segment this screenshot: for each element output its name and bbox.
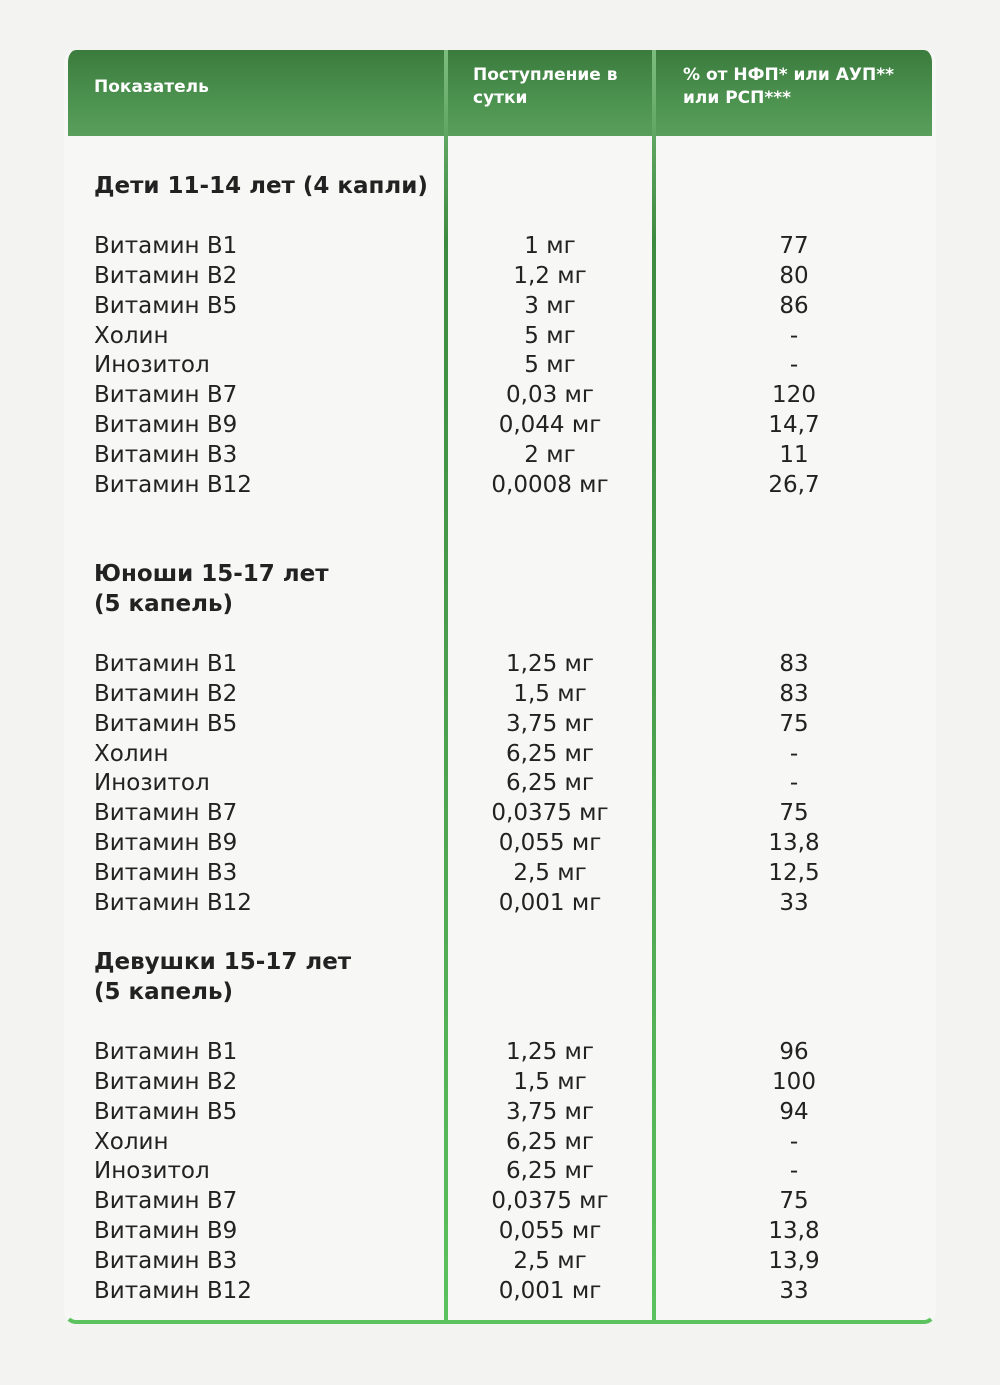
- daily-amount: 1,2 мг: [513, 262, 587, 289]
- norm-percent: 86: [779, 292, 809, 319]
- daily-amount: 3 мг: [524, 292, 576, 319]
- norm-percent: 75: [779, 800, 809, 827]
- nutrient-name: Витамин B12: [94, 471, 252, 498]
- table-row: [68, 350, 932, 380]
- norm-percent: 13,9: [768, 1247, 820, 1274]
- nutrient-name: Холин: [94, 740, 169, 767]
- norm-percent: 94: [779, 1098, 809, 1125]
- nutrition-table: [64, 50, 936, 1324]
- nutrient-name: Витамин B5: [94, 1098, 238, 1125]
- daily-amount: 1,25 мг: [506, 651, 594, 677]
- daily-amount: 2 мг: [524, 441, 576, 468]
- norm-percent: -: [789, 322, 799, 349]
- table-row: [68, 410, 932, 440]
- nutrient-name: Витамин B1: [94, 651, 238, 677]
- table-row: [68, 1216, 932, 1246]
- table-row: [68, 1037, 932, 1067]
- nutrient-name: Витамин B7: [94, 382, 238, 409]
- header-percent-norm-text: % от НФП* или АУП** или РСП***: [683, 65, 894, 108]
- norm-percent: 120: [772, 382, 816, 409]
- norm-percent: 33: [779, 889, 809, 916]
- nutrient-name: Витамин B12: [94, 889, 252, 916]
- norm-percent: 75: [779, 710, 809, 737]
- daily-amount: 0,0008 мг: [491, 471, 609, 498]
- table-row: [68, 261, 932, 291]
- table-row: [68, 798, 932, 828]
- norm-percent: -: [789, 1128, 799, 1155]
- nutrient-name: Инозитол: [94, 770, 210, 797]
- nutrient-name: Витамин B9: [94, 412, 238, 439]
- header-percent-norm: [683, 64, 913, 110]
- nutrient-name: Витамин B3: [94, 1247, 238, 1274]
- daily-amount: 6,25 мг: [506, 740, 594, 767]
- norm-percent: 12,5: [768, 859, 820, 886]
- norm-percent: 13,8: [768, 1218, 820, 1245]
- daily-amount: 0,0375 мг: [491, 1188, 609, 1215]
- table-row: [68, 321, 932, 351]
- nutrient-name: Инозитол: [94, 1158, 210, 1185]
- table-row: [68, 1127, 932, 1157]
- table-header: [64, 50, 936, 136]
- table-row: [68, 1246, 932, 1276]
- nutrient-name: Витамин B5: [94, 710, 238, 737]
- table-row: [68, 709, 932, 739]
- nutrient-name: Витамин B7: [94, 800, 238, 827]
- table-row: [68, 649, 932, 679]
- table-row: [68, 1276, 932, 1306]
- daily-amount: 0,0375 мг: [491, 800, 609, 827]
- daily-amount: 2,5 мг: [513, 1247, 587, 1274]
- nutrient-name: Витамин B7: [94, 1188, 238, 1215]
- section-title: Дети 11-14 лет (4 капли): [94, 173, 428, 199]
- daily-amount: 3,75 мг: [506, 1098, 594, 1125]
- table-row: [68, 828, 932, 858]
- norm-percent: -: [789, 770, 799, 797]
- daily-amount: 5 мг: [524, 352, 576, 379]
- daily-amount: 1,25 мг: [506, 1039, 594, 1065]
- table-row: [68, 1156, 932, 1186]
- daily-amount: 1 мг: [524, 233, 576, 259]
- table-row: [68, 1186, 932, 1216]
- daily-amount: 1,5 мг: [513, 1068, 587, 1095]
- header-daily-intake-text: Поступление в сутки: [473, 65, 618, 108]
- nutrient-name: Витамин B2: [94, 1068, 238, 1095]
- norm-percent: 33: [779, 1277, 809, 1304]
- norm-percent: 80: [779, 262, 809, 289]
- nutrient-name: Витамин B9: [94, 830, 238, 857]
- norm-percent: 83: [779, 680, 809, 707]
- norm-percent: 77: [779, 233, 809, 259]
- norm-percent: 83: [779, 651, 809, 677]
- norm-percent: 11: [779, 441, 809, 468]
- daily-amount: 0,055 мг: [498, 1218, 602, 1245]
- nutrient-name: Витамин B9: [94, 1218, 238, 1245]
- nutrient-name: Витамин B3: [94, 859, 238, 886]
- table-row: [68, 380, 932, 410]
- table-row: [68, 440, 932, 470]
- daily-amount: 0,044 мг: [498, 412, 602, 439]
- nutrient-name: Витамин B1: [94, 233, 238, 259]
- daily-amount: 0,055 мг: [498, 830, 602, 857]
- table-row: [68, 858, 932, 888]
- daily-amount: 0,001 мг: [498, 1277, 602, 1304]
- table-row: [68, 1067, 932, 1097]
- norm-percent: 96: [779, 1039, 809, 1065]
- daily-amount: 6,25 мг: [506, 770, 594, 797]
- table-row: [68, 231, 932, 261]
- header-daily-intake: [473, 64, 663, 110]
- nutrient-name: Витамин B2: [94, 680, 238, 707]
- nutrient-name: Витамин B2: [94, 262, 238, 289]
- norm-percent: 14,7: [768, 412, 820, 439]
- table-row: [68, 768, 932, 798]
- table-right-border: [932, 50, 936, 1320]
- norm-percent: 13,8: [768, 830, 820, 857]
- nutrient-name: Инозитол: [94, 352, 210, 379]
- table-row: [68, 888, 932, 918]
- daily-amount: 0,001 мг: [498, 889, 602, 916]
- norm-percent: -: [789, 352, 799, 379]
- nutrient-name: Витамин B12: [94, 1277, 252, 1304]
- norm-percent: -: [789, 1158, 799, 1185]
- table-row: [68, 739, 932, 769]
- daily-amount: 3,75 мг: [506, 710, 594, 737]
- table-row: [68, 291, 932, 321]
- daily-amount: 1,5 мг: [513, 680, 587, 707]
- norm-percent: 26,7: [768, 471, 820, 498]
- nutrient-name: Витамин B1: [94, 1039, 238, 1065]
- nutrient-name: Витамин B3: [94, 441, 238, 468]
- nutrient-name: Холин: [94, 322, 169, 349]
- daily-amount: 0,03 мг: [506, 382, 594, 409]
- nutrient-name: Витамин B5: [94, 292, 238, 319]
- daily-amount: 2,5 мг: [513, 859, 587, 886]
- nutrient-name: Холин: [94, 1128, 169, 1155]
- norm-percent: 75: [779, 1188, 809, 1215]
- section-title: Девушки 15-17 лет (5 капель): [94, 949, 352, 1005]
- norm-percent: -: [789, 740, 799, 767]
- table-row: [68, 1097, 932, 1127]
- header-indicator: Показатель: [94, 77, 209, 97]
- table-row: [68, 470, 932, 500]
- daily-amount: 6,25 мг: [506, 1128, 594, 1155]
- section-title: Юноши 15-17 лет (5 капель): [94, 561, 329, 617]
- norm-percent: 100: [772, 1068, 816, 1095]
- daily-amount: 6,25 мг: [506, 1158, 594, 1185]
- daily-amount: 5 мг: [524, 322, 576, 349]
- table-row: [68, 679, 932, 709]
